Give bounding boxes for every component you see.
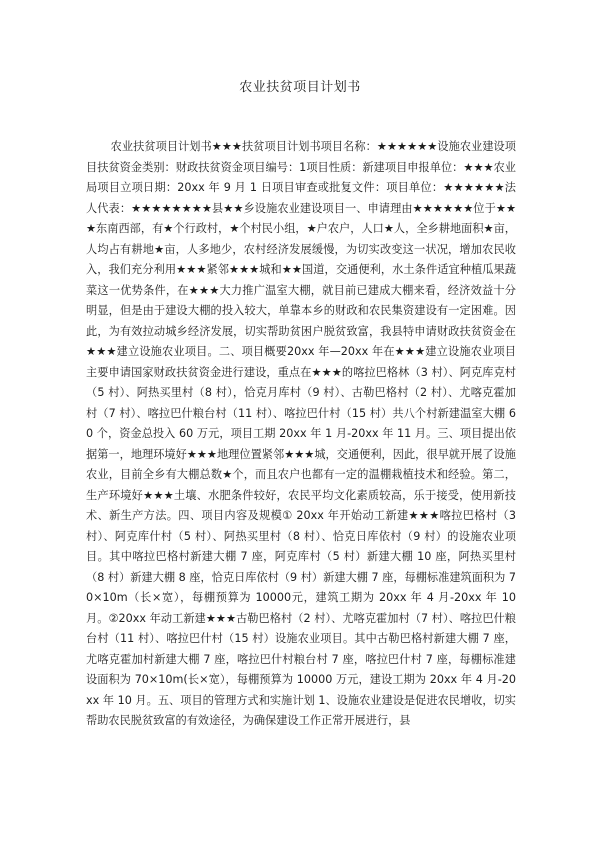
document-body-paragraph: 农业扶贫项目计划书★★★扶贫项目计划书项目名称：★★★★★★设施农业建设项目扶贫资金类别：财政扶贫资金项目编号：1项目性质：新建项目申报单位：★★★农业局项目立项日期：20xx 年 9 月 1 日项目审查或批复文件：项目单位：★★★★★★法人代表：★★★★★★★★县★★乡设施农业建设项目一、申请理由★★★★★★位于★★★东南西部，有★个行政村，★个村民小组，★户农户，人口★人，全乡耕地面积★亩，人均占有耕地★亩，人多地少，农村经济发展缓慢，为切实改变这一状况，增加农民收入，我们充分利用★★★紧邻★★★城和★★国道，交通便利，水土条件适宜种植瓜果蔬菜这一优势条件，在★★★大力推广温室大棚，就目前已建成大棚来看，经济效益十分明显，但是由于建设大棚的投入较大，单靠本乡的财政和农民集资建设有一定困难。因此，为有效拉动城乡经济发展，切实帮助贫困户脱贫致富，我县特申请财政扶贫资金在★★★建立设施农业项目。二、项目概要20xx 年—20xx 年在★★★建立设施农业项目主要申请国家财政扶贫资金进行建设，重点在★★★的喀拉巴格林（3 村）、阿克库克村（5 村）、阿热买里村（8 村），恰克月库村（9 村）、古勒巴格村（2 村）、尤喀克霍加村（7 村）、喀拉巴什粮台村（11 村）、喀拉巴什村（15 村）共八个村新建温室大棚 60 个，资金总投入 60 万元，项目工期 20xx 年 1 月-20xx 年 11 月。三、项目提出依据第一，地理环境好★★★地理位置紧邻★★★城，交通便利，因此，很早就开展了设施农业，目前全乡有大棚总数★个，而且农户也都有一定的温棚栽植技术和经验。第二，生产环境好★★★土壤、水肥条件较好，农民平均文化素质较高，乐于接受，使用新技术、新生产方法。四、项目内容及规模① 20xx 年开始动工新建★★★喀拉巴格村（3 村）、阿克库什村（5 村）、阿热买里村（8 村）、恰克日库依村（9 村）的设施农业项目。其中喀拉巴格村新建大棚 7 座，阿克库村（5 村）新建大棚 10 座，阿热买里村（8 村）新建大棚 8 座，恰克日库依村（9 村）新建大棚 7 座，每棚标准建筑面积为 70×10m（长×宽），每棚预算为 10000元，建筑工期为 20xx 年 4 月-20xx 年 10 月。②20xx 年动工新建★★★古勒巴格村（2 村）、尤喀克霍加村（7 村）、喀拉巴什粮台村（11 村）、喀拉巴什村（15 村）设施农业项目。其中古勒巴格村新建大棚 7 座，尤喀克霍加村新建大棚 7 座，喀拉巴什村粮台村 7 座，喀拉巴什村 7 座，每棚标准建设面积为 70×10m(长×宽），每棚预算为 10000 万元，建设工期为 20xx 年 4 月-20xx 年 10 月。五、项目的管理方式和实施计划 1、设施农业建设是促进农民增收，切实帮助农民脱贫致富的有效途径，为确保建设工作正常开展进行，县 [86,140,516,727]
document-title: 农业扶贫项目计划书 [239,80,361,95]
